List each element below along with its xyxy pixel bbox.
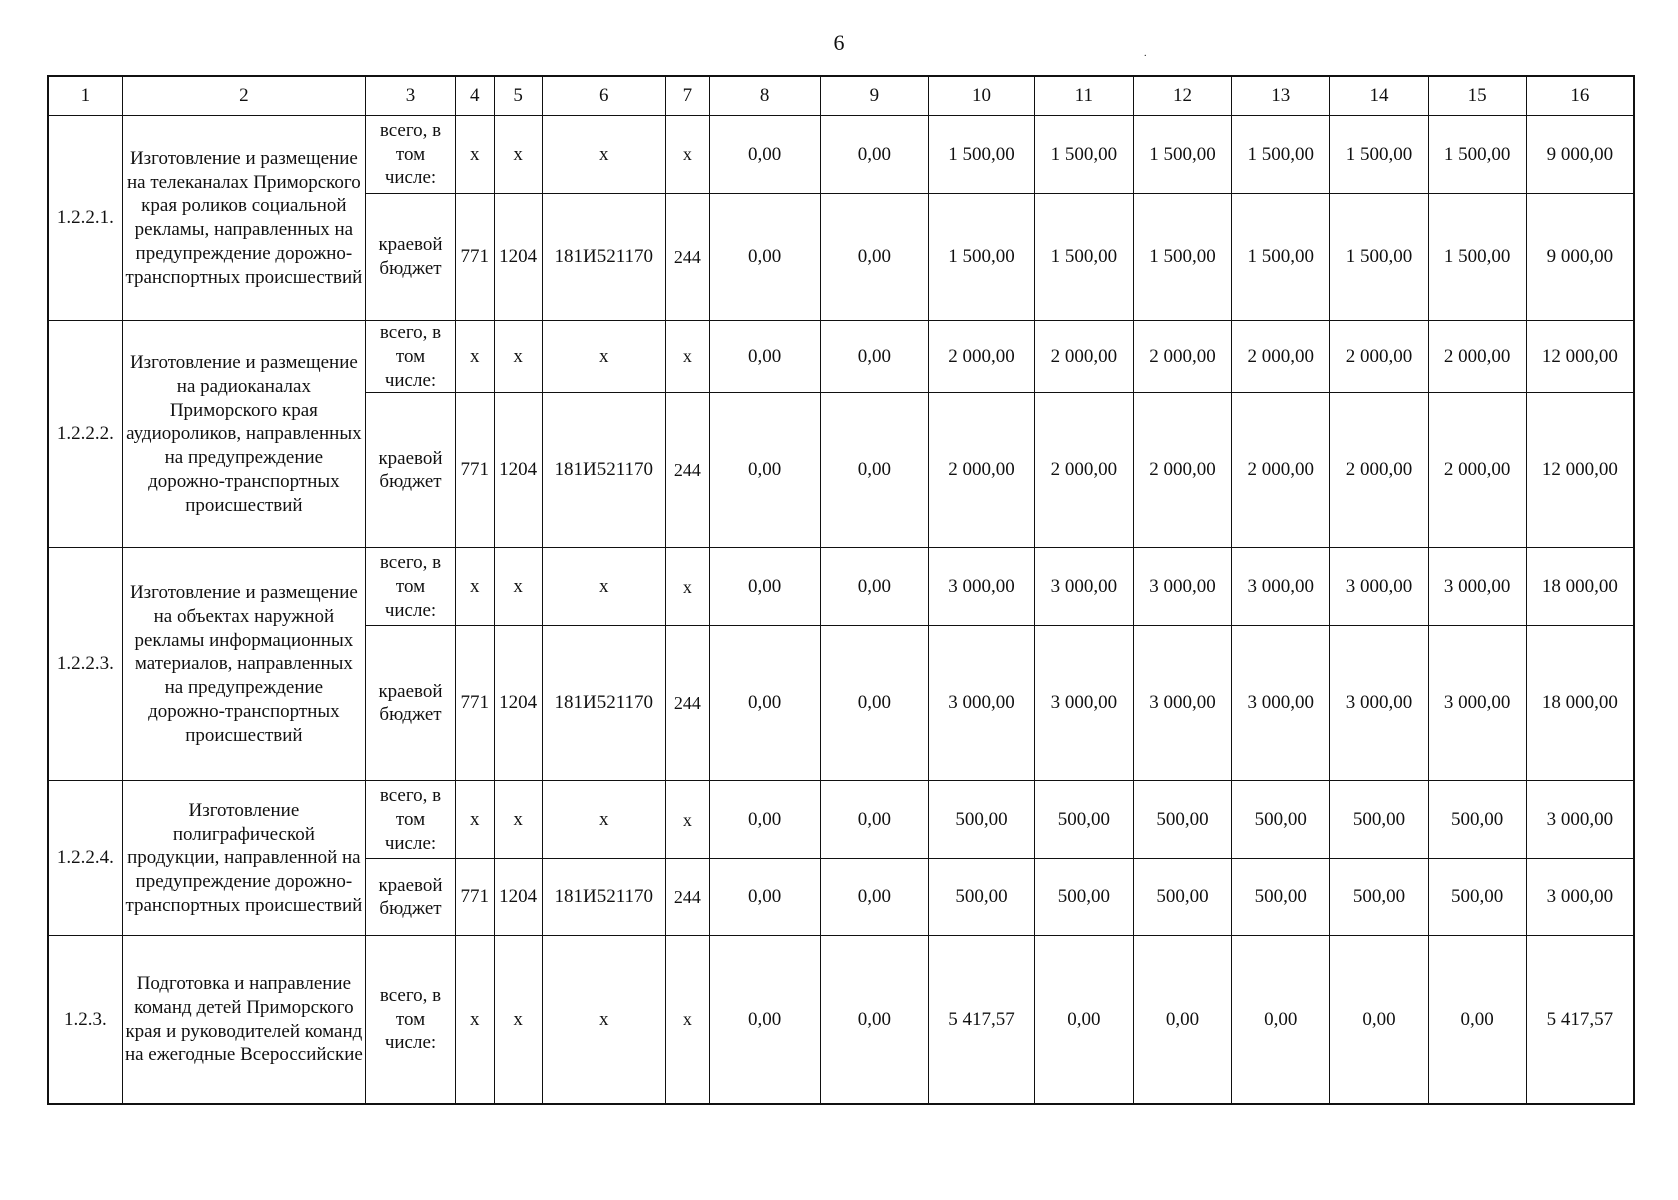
header-cell: 6 xyxy=(542,76,665,116)
amount-cell: 3 000,00 xyxy=(1428,548,1526,626)
amount-cell: 0,00 xyxy=(820,321,929,393)
column-5-cell: 1204 xyxy=(494,626,542,781)
amount-cell: 0,00 xyxy=(709,781,820,859)
column-6-cell: x xyxy=(542,781,665,859)
column-5-cell: x xyxy=(494,321,542,393)
amount-cell: 3 000,00 xyxy=(1232,626,1330,781)
amount-cell: 1 500,00 xyxy=(1428,116,1526,194)
item-name-cell: Подготовка и направление команд детей Приморского края и руководителей команд на ежегодные Всероссийские xyxy=(122,936,365,1104)
column-4-cell: x xyxy=(455,548,494,626)
header-cell: 13 xyxy=(1232,76,1330,116)
amount-cell: 0,00 xyxy=(709,321,820,393)
item-code-cell: 1.2.3. xyxy=(48,936,122,1104)
column-6-cell: 181И521170 xyxy=(542,626,665,781)
amount-cell: 1 500,00 xyxy=(1232,194,1330,321)
amount-cell: 500,00 xyxy=(1428,859,1526,936)
amount-cell: 1 500,00 xyxy=(1034,194,1133,321)
column-5-cell: x xyxy=(494,936,542,1104)
amount-cell: 0,00 xyxy=(709,548,820,626)
amount-cell: 3 000,00 xyxy=(929,548,1035,626)
column-7-cell: 244 xyxy=(665,194,709,321)
header-cell: 4 xyxy=(455,76,494,116)
column-6-cell: x xyxy=(542,321,665,393)
amount-cell: 1 500,00 xyxy=(1034,116,1133,194)
amount-cell: 3 000,00 xyxy=(1133,548,1231,626)
amount-cell: 0,00 xyxy=(1034,936,1133,1104)
funding-source-cell: краевой бюджет xyxy=(366,194,456,321)
amount-cell: 2 000,00 xyxy=(1330,393,1428,548)
amount-cell: 18 000,00 xyxy=(1526,548,1634,626)
amount-cell: 0,00 xyxy=(820,781,929,859)
amount-cell: 0,00 xyxy=(820,393,929,548)
amount-cell: 2 000,00 xyxy=(1133,321,1231,393)
amount-cell: 0,00 xyxy=(820,194,929,321)
amount-cell: 500,00 xyxy=(1428,781,1526,859)
column-4-cell: x xyxy=(455,116,494,194)
amount-cell: 1 500,00 xyxy=(929,116,1035,194)
funding-source-cell: всего, в том числе: xyxy=(366,936,456,1104)
header-cell: 11 xyxy=(1034,76,1133,116)
header-cell: 8 xyxy=(709,76,820,116)
amount-cell: 500,00 xyxy=(1232,781,1330,859)
amount-cell: 1 500,00 xyxy=(1330,194,1428,321)
column-4-cell: 771 xyxy=(455,626,494,781)
item-code-cell: 1.2.2.3. xyxy=(48,548,122,781)
amount-cell: 500,00 xyxy=(1232,859,1330,936)
amount-cell: 3 000,00 xyxy=(1034,548,1133,626)
column-6-cell: 181И521170 xyxy=(542,859,665,936)
header-cell: 15 xyxy=(1428,76,1526,116)
item-code-cell: 1.2.2.4. xyxy=(48,781,122,936)
amount-cell: 0,00 xyxy=(820,116,929,194)
column-5-cell: 1204 xyxy=(494,859,542,936)
amount-cell: 3 000,00 xyxy=(1133,626,1231,781)
column-5-cell: x xyxy=(494,781,542,859)
budget-table xyxy=(47,75,1635,1105)
table-row xyxy=(48,781,1634,859)
table-row xyxy=(48,321,1634,393)
amount-cell: 2 000,00 xyxy=(1034,321,1133,393)
amount-cell: 1 500,00 xyxy=(1232,116,1330,194)
amount-cell: 500,00 xyxy=(1133,859,1231,936)
column-4-cell: x xyxy=(455,936,494,1104)
amount-cell: 3 000,00 xyxy=(1034,626,1133,781)
column-4-cell: 771 xyxy=(455,859,494,936)
header-cell: 5 xyxy=(494,76,542,116)
amount-cell: 0,00 xyxy=(709,194,820,321)
amount-cell: 12 000,00 xyxy=(1526,321,1634,393)
amount-cell: 0,00 xyxy=(1428,936,1526,1104)
table-row xyxy=(48,548,1634,626)
funding-source-cell: всего, в том числе: xyxy=(366,781,456,859)
amount-cell: 9 000,00 xyxy=(1526,194,1634,321)
amount-cell: 3 000,00 xyxy=(929,626,1035,781)
amount-cell: 3 000,00 xyxy=(1526,859,1634,936)
column-5-cell: x xyxy=(494,548,542,626)
item-name-cell: Изготовление и размещение на телеканалах Приморского края роликов социальной рекламы, направленных на предупреждение дорожно-транспортных происшествий xyxy=(122,116,365,321)
funding-source-cell: краевой бюджет xyxy=(366,626,456,781)
item-name-cell: Изготовление и размещение на радиоканалах Приморского края аудиороликов, направленных на предупреждение дорожно-транспортных происшествий xyxy=(122,321,365,548)
page-number: 6 xyxy=(833,30,845,55)
amount-cell: 1 500,00 xyxy=(929,194,1035,321)
amount-cell: 1 500,00 xyxy=(1330,116,1428,194)
column-6-cell: x xyxy=(542,548,665,626)
amount-cell: 2 000,00 xyxy=(1428,321,1526,393)
header-cell: 1 xyxy=(48,76,122,116)
amount-cell: 0,00 xyxy=(709,626,820,781)
funding-source-cell: краевой бюджет xyxy=(366,393,456,548)
column-6-cell: x xyxy=(542,116,665,194)
amount-cell: 9 000,00 xyxy=(1526,116,1634,194)
amount-cell: 2 000,00 xyxy=(929,393,1035,548)
column-7-cell: 244 xyxy=(665,393,709,548)
amount-cell: 2 000,00 xyxy=(1232,321,1330,393)
amount-cell: 0,00 xyxy=(820,548,929,626)
item-name-cell: Изготовление и размещение на объектах наружной рекламы информационных материалов, направленных на предупреждение дорожно-транспортных происшествий xyxy=(122,548,365,781)
amount-cell: 500,00 xyxy=(1034,859,1133,936)
column-6-cell: x xyxy=(542,936,665,1104)
header-cell: 2 xyxy=(122,76,365,116)
header-cell: 14 xyxy=(1330,76,1428,116)
item-code-cell: 1.2.2.1. xyxy=(48,116,122,321)
header-cell: 12 xyxy=(1133,76,1231,116)
amount-cell: 5 417,57 xyxy=(929,936,1035,1104)
amount-cell: 2 000,00 xyxy=(1330,321,1428,393)
item-code-cell: 1.2.2.2. xyxy=(48,321,122,548)
amount-cell: 500,00 xyxy=(1330,781,1428,859)
column-7-cell: x xyxy=(665,548,709,626)
amount-cell: 12 000,00 xyxy=(1526,393,1634,548)
column-4-cell: x xyxy=(455,321,494,393)
amount-cell: 0,00 xyxy=(1232,936,1330,1104)
amount-cell: 500,00 xyxy=(1034,781,1133,859)
column-7-cell: x xyxy=(665,116,709,194)
amount-cell: 500,00 xyxy=(1330,859,1428,936)
amount-cell: 0,00 xyxy=(820,859,929,936)
funding-source-cell: всего, в том числе: xyxy=(366,116,456,194)
amount-cell: 18 000,00 xyxy=(1526,626,1634,781)
page-mark: . xyxy=(1144,48,1147,59)
column-4-cell: 771 xyxy=(455,393,494,548)
amount-cell: 3 000,00 xyxy=(1428,626,1526,781)
amount-cell: 2 000,00 xyxy=(1428,393,1526,548)
column-7-cell: x xyxy=(665,321,709,393)
amount-cell: 3 000,00 xyxy=(1330,626,1428,781)
amount-cell: 500,00 xyxy=(929,781,1035,859)
amount-cell: 5 417,57 xyxy=(1526,936,1634,1104)
amount-cell: 1 500,00 xyxy=(1133,116,1231,194)
amount-cell: 3 000,00 xyxy=(1232,548,1330,626)
amount-cell: 3 000,00 xyxy=(1330,548,1428,626)
amount-cell: 0,00 xyxy=(709,116,820,194)
amount-cell: 0,00 xyxy=(820,936,929,1104)
amount-cell: 500,00 xyxy=(1133,781,1231,859)
amount-cell: 0,00 xyxy=(820,626,929,781)
column-5-cell: x xyxy=(494,116,542,194)
table-row xyxy=(48,116,1634,194)
column-5-cell: 1204 xyxy=(494,194,542,321)
header-cell: 3 xyxy=(366,76,456,116)
amount-cell: 0,00 xyxy=(709,393,820,548)
table-body xyxy=(48,76,1634,1104)
amount-cell: 0,00 xyxy=(709,859,820,936)
column-5-cell: 1204 xyxy=(494,393,542,548)
amount-cell: 2 000,00 xyxy=(1232,393,1330,548)
item-name-cell: Изготовление полиграфической продукции, направленной на предупреждение дорожно-транспортных происшествий xyxy=(122,781,365,936)
column-7-cell: x xyxy=(665,936,709,1104)
amount-cell: 500,00 xyxy=(929,859,1035,936)
header-cell: 7 xyxy=(665,76,709,116)
header-cell: 16 xyxy=(1526,76,1634,116)
table-header-row xyxy=(48,76,1634,116)
amount-cell: 2 000,00 xyxy=(929,321,1035,393)
funding-source-cell: всего, в том числе: xyxy=(366,321,456,393)
amount-cell: 2 000,00 xyxy=(1133,393,1231,548)
column-4-cell: 771 xyxy=(455,194,494,321)
amount-cell: 1 500,00 xyxy=(1133,194,1231,321)
column-7-cell: x xyxy=(665,781,709,859)
table-row xyxy=(48,936,1634,1104)
amount-cell: 3 000,00 xyxy=(1526,781,1634,859)
funding-source-cell: всего, в том числе: xyxy=(366,548,456,626)
amount-cell: 0,00 xyxy=(709,936,820,1104)
header-cell: 10 xyxy=(929,76,1035,116)
column-7-cell: 244 xyxy=(665,859,709,936)
amount-cell: 0,00 xyxy=(1133,936,1231,1104)
amount-cell: 1 500,00 xyxy=(1428,194,1526,321)
column-6-cell: 181И521170 xyxy=(542,393,665,548)
column-6-cell: 181И521170 xyxy=(542,194,665,321)
column-7-cell: 244 xyxy=(665,626,709,781)
amount-cell: 0,00 xyxy=(1330,936,1428,1104)
funding-source-cell: краевой бюджет xyxy=(366,859,456,936)
header-cell: 9 xyxy=(820,76,929,116)
amount-cell: 2 000,00 xyxy=(1034,393,1133,548)
column-4-cell: x xyxy=(455,781,494,859)
